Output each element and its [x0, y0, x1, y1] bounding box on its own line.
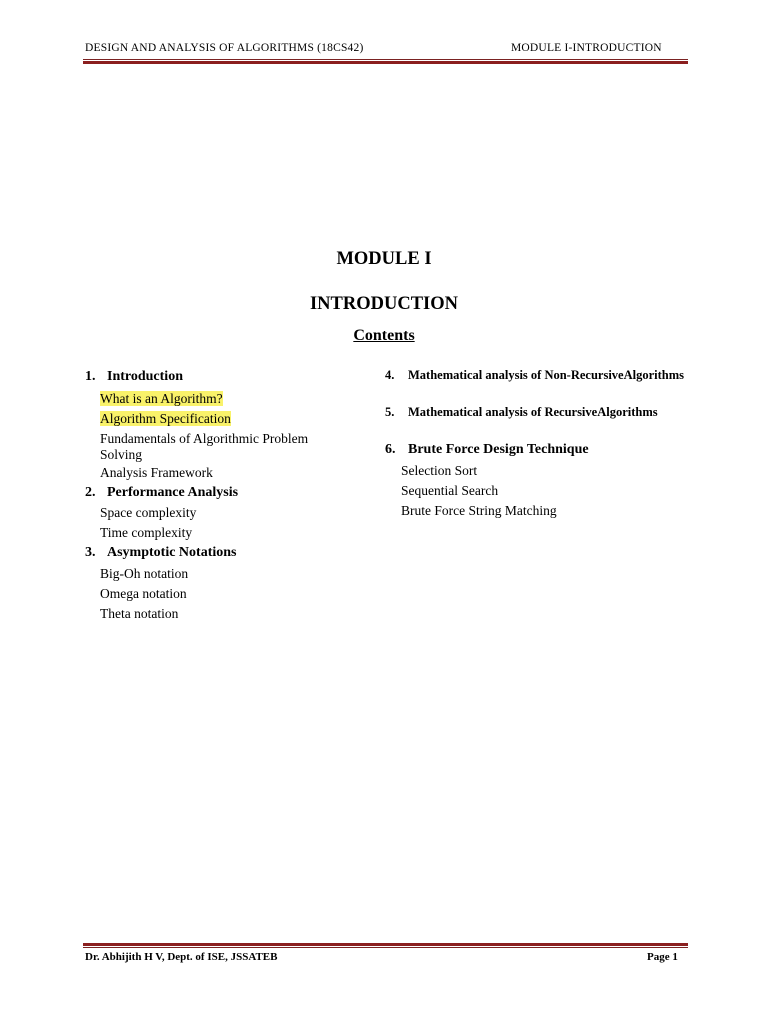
- section-heading-2: [85, 485, 238, 501]
- running-header-title: DESIGN AND ANALYSIS OF ALGORITHMS (18CS42): [85, 42, 364, 54]
- list-item: Space complexity: [100, 505, 197, 520]
- section-title: Introduction: [107, 369, 183, 384]
- list-item: Selection Sort: [401, 463, 478, 478]
- list-item: Time complexity: [100, 525, 193, 540]
- footer-author: Dr. Abhijith H V, Dept. of ISE, JSSATEB: [85, 951, 278, 963]
- section-number: 5.: [385, 405, 395, 419]
- contents-heading: Contents: [353, 327, 415, 344]
- section-heading-4: [385, 368, 684, 383]
- header-rule-thick: [83, 61, 688, 64]
- module-title: MODULE I: [336, 249, 432, 269]
- introduction-title: INTRODUCTION: [309, 294, 459, 314]
- list-item: [100, 391, 223, 407]
- header-rule-thin: [83, 59, 688, 60]
- section-number: 3.: [85, 545, 96, 560]
- list-item: Big-Oh notation: [100, 566, 189, 581]
- section-title: Asymptotic Notations: [107, 545, 237, 560]
- footer-rule-thin: [83, 947, 688, 948]
- section-heading-6: [385, 442, 589, 458]
- list-item: [100, 411, 231, 427]
- section-number: 4.: [385, 368, 395, 382]
- footer-page-number: Page 1: [647, 951, 678, 963]
- section-heading-5: [385, 405, 658, 420]
- list-item: Solving: [100, 447, 143, 462]
- section-number: 6.: [385, 442, 396, 457]
- section-title: Mathematical analysis of Non-RecursiveAlgorithms: [408, 368, 685, 382]
- list-item: Omega notation: [100, 586, 187, 601]
- section-title: Mathematical analysis of RecursiveAlgorithms: [408, 405, 658, 419]
- list-item: Theta notation: [100, 606, 179, 621]
- highlighted-text: What is an Algorithm?: [100, 391, 223, 406]
- section-number: 1.: [85, 369, 96, 384]
- section-title: Performance Analysis: [107, 485, 239, 500]
- section-heading-1: [85, 369, 183, 385]
- list-item: Sequential Search: [401, 483, 499, 498]
- list-item: Brute Force String Matching: [401, 503, 557, 518]
- section-title: Brute Force Design Technique: [408, 442, 589, 457]
- list-item: Analysis Framework: [100, 465, 213, 480]
- list-item: Fundamentals of Algorithmic Problem: [100, 431, 309, 446]
- footer-rule-thick: [83, 943, 688, 946]
- section-number: 2.: [85, 485, 96, 500]
- section-heading-3: [85, 545, 237, 561]
- highlighted-text: Algorithm Specification: [100, 411, 231, 426]
- running-header-module: MODULE I-INTRODUCTION: [511, 42, 662, 54]
